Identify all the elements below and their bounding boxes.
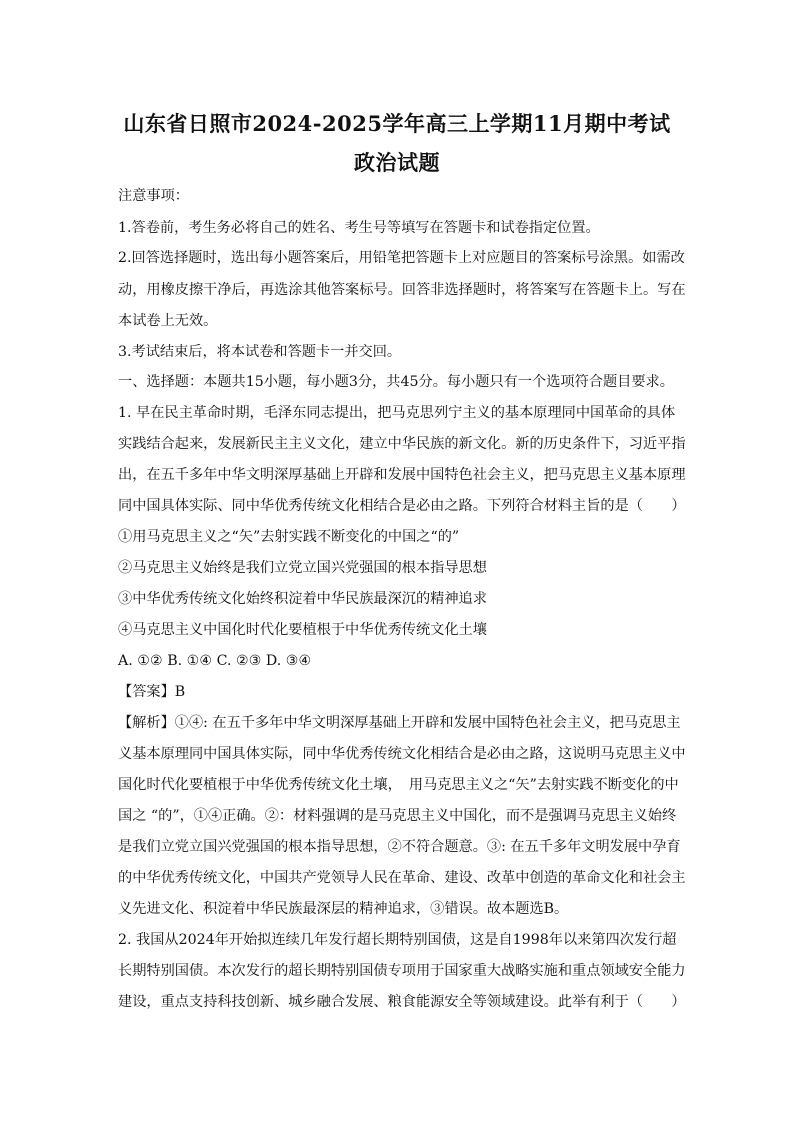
question-1-analysis: 【解析】①④: 在五千多年中华文明深厚基础上开辟和发展中国特色社会主义，把马克思主 [118, 715, 681, 731]
question-1-option: ③中华优秀传统文化始终积淀着中华民族最深沉的精神追求 [118, 591, 487, 607]
question-1-answer: 【答案】B [118, 684, 186, 700]
question-1-text: 1. 早在民主革命时期，毛泽东同志提出，把马克思列宁主义的基本原理同中国革命的具体 [118, 405, 676, 421]
question-1-choices: A. ①② B. ①④ C. ②③ D. ③④ [118, 653, 312, 669]
question-1-option: ④马克思主义中国化时代化要植根于中华优秀传统文化土壤 [118, 622, 487, 638]
notice-item-2-cont: 本试卷上无效。 [118, 313, 218, 329]
notice-heading: 注意事项： [118, 188, 189, 204]
question-1-analysis: 是我们立党立国兴党强国的根本指导思想，②不符合题意。③: 在五千多年文明发展中孕育 [118, 839, 681, 855]
notice-item-2: 2.回答选择题时，选出每小题答案后，用铅笔把答题卡上对应题目的答案标号涂黑。如需改 [118, 250, 685, 266]
notice-item-1: 1.答卷前，考生务必将自己的姓名、考生号等填写在答题卡和试卷指定位置。 [118, 220, 600, 236]
question-1-text: 同中国具体实际、同中华优秀传统文化相结合是必由之路。下列符合材料主旨的是（ ） [118, 498, 686, 514]
notice-item-3: 3.考试结束后，将本试卷和答题卡一并交回。 [118, 344, 402, 360]
question-1-analysis: 的中华优秀传统文化，中国共产党领导人民在革命、建设、改革中创造的革命文化和社会主 [118, 870, 686, 886]
question-2-text: 长期特别国债。本次发行的超长期特别国债专项用于国家重大战略实施和重点领域安全能力 [118, 963, 686, 979]
question-1-analysis: 义先进文化、积淀着中华民族最深层的精神追求，③错误。故本题选B。 [118, 901, 569, 917]
section-heading: 一、选择题：本题共15小题，每小题3分，共45分。每小题只有一个选项符合题目要求。 [118, 374, 674, 390]
question-2-text: 建设，重点支持科技创新、城乡融合发展、粮食能源安全等领域建设。此举有利于（ ） [118, 994, 686, 1010]
notice-item-2-cont: 动，用橡皮擦干净后，再选涂其他答案标号。回答非选择题时，将答案写在答题卡上。写在 [118, 282, 686, 298]
question-2-text: 2. 我国从2024年开始拟连续几年发行超长期特别国债，这是自1998年以来第四次发行超 [118, 932, 677, 948]
document-title: 山东省日照市2024-2025学年高三上学期11月期中考试 [123, 111, 671, 136]
document-subtitle: 政治试题 [354, 150, 440, 175]
question-1-analysis: 国化时代化要植根于中华优秀传统文化土壤， 用马克思主义之“矢”去射实践不断变化的中 [118, 777, 679, 793]
question-1-option: ②马克思主义始终是我们立党立国兴党强国的根本指导思想 [118, 560, 487, 576]
question-1-text: 出，在五千多年中华文明深厚基础上开辟和发展中国特色社会主义，把马克思主义基本原理 [118, 467, 686, 483]
question-1-analysis: 国之 “的”，①④正确。②：材料强调的是马克思主义中国化，而不是强调马克思主义始终 [118, 808, 677, 824]
question-1-text: 实践结合起来，发展新民主主义文化，建立中华民族的新文化。新的历史条件下，习近平指 [118, 436, 686, 452]
question-1-analysis: 义基本原理同中国具体实际，同中华优秀传统文化相结合是必由之路，这说明马克思主义中 [118, 746, 686, 762]
question-1-option: ①用马克思主义之“矢”去射实践不断变化的中国之“的” [118, 529, 460, 545]
